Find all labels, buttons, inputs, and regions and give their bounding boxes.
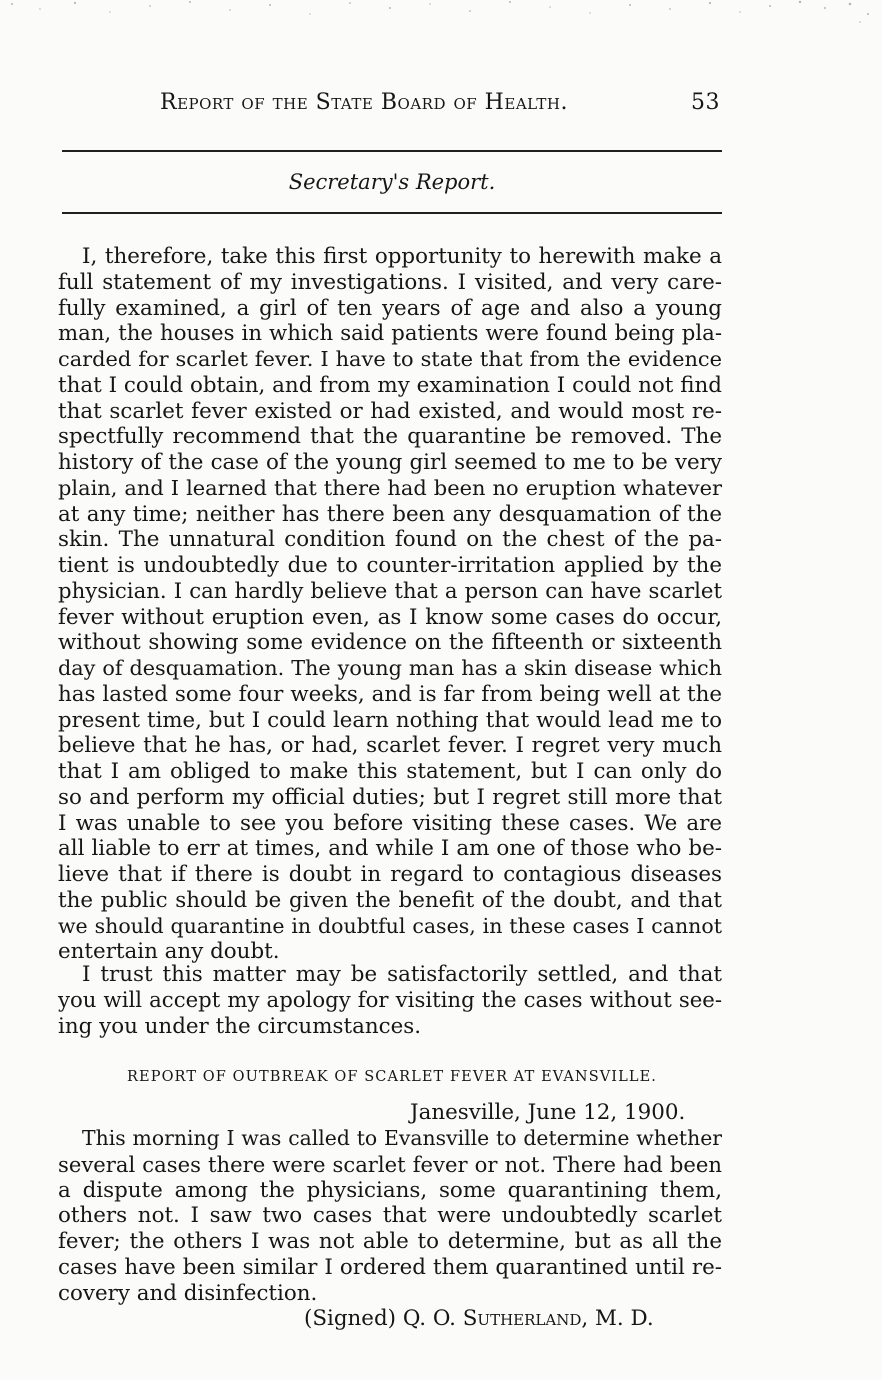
text-line: I, therefore, take this first opportunity to herewith make a [82,244,722,269]
section-title: Secretary's Report. [288,170,496,194]
text-line: several cases there were scarlet fever or not. There had been [58,1151,722,1177]
text-line: lieve that if there is doubt in regard to contagious diseases [58,862,722,887]
signature-line [304,1306,654,1331]
body-paragraph [58,244,722,965]
text-line: you will accept my apology for visiting the cases without see- [58,987,722,1013]
signature-name: Q. O. Sutherland, M. D. [402,1306,654,1331]
text-line: spectfully recommend that the quarantine be removed. The [58,424,722,450]
dateline: Janesville, June 12, 1900. [410,1100,686,1125]
text-line: believe that he has, or had, scarlet fever. I regret very much [58,733,722,759]
text-line: tient is undoubtedly due to counter-irritation applied by the [58,553,722,578]
text-line: that scarlet fever existed or had existed, and would most re- [58,398,722,424]
text-line: fully examined, a girl of ten years of age and also a young [58,295,722,321]
text-line: This morning I was called to Evansville to determine whether [82,1126,722,1150]
text-line: day of desquamation. The young man has a skin disease which [58,656,722,680]
text-line: without showing some evidence on the fifteenth or sixteenth [58,630,722,656]
text-line: skin. The unnatural condition found on the chest of the pa- [58,527,722,553]
text-line: I was unable to see you before visiting these cases. We are [58,810,722,836]
top-rule [62,150,722,152]
text-line: that I could obtain, and from my examination I could not find [58,372,722,398]
text-line: physician. I can hardly believe that a person can have scarlet [58,578,722,604]
page-number: 53 [691,90,720,115]
text-line: ing you under the circumstances. [58,1013,422,1039]
text-line: plain, and I learned that there had been no eruption whatever [58,475,722,500]
text-line: the public should be given the benefit of the doubt, and that [58,887,722,913]
text-line: we should quarantine in doubtful cases, in these cases I cannot [58,913,722,938]
text-line: others not. I saw two cases that were undoubtedly scarlet [58,1203,722,1229]
running-head-title: Report of the State Board of Health. [160,90,568,115]
text-line: cases have been similar I ordered them quarantined until re- [58,1254,722,1280]
text-line: a dispute among the physicians, some quarantining them, [58,1177,722,1203]
text-line: I trust this matter may be satisfactorily settled, and that [82,962,722,987]
report-paragraph [58,1126,722,1306]
text-line: fever; the others I was not able to determine, but as all the [58,1229,722,1254]
text-line: all liable to err at times, and while I am one of those who be- [58,836,722,862]
text-line: present time, but I could learn nothing that would lead me to [58,707,722,733]
text-line: man, the houses in which said patients were found being pla- [58,321,722,347]
text-line: full statement of my investigations. I visited, and very care- [58,269,722,295]
running-head [160,90,720,120]
text-line: carded for scarlet fever. I have to state that from the evidence [58,347,722,371]
signature-prefix: (Signed) [304,1306,397,1331]
text-line: so and perform my official duties; but I regret still more that [58,784,722,810]
bottom-rule [62,212,722,214]
text-line: covery and disinfection. [58,1280,318,1306]
report-heading: REPORT OF OUTBREAK OF SCARLET FEVER AT EVANSVILLE. [127,1069,657,1085]
text-line: has lasted some four weeks, and is far from being well at the [58,681,722,707]
text-line: fever without eruption even, as I know some cases do occur, [58,604,722,630]
text-line: history of the case of the young girl seemed to me to be very [58,450,722,475]
scan-speckle [0,0,882,32]
text-line: that I am obliged to make this statement, but I can only do [58,759,722,784]
closing-paragraph [58,962,722,1039]
text-line: at any time; neither has there been any desquamation of the [58,501,722,527]
text-line: entertain any doubt. [58,939,280,965]
